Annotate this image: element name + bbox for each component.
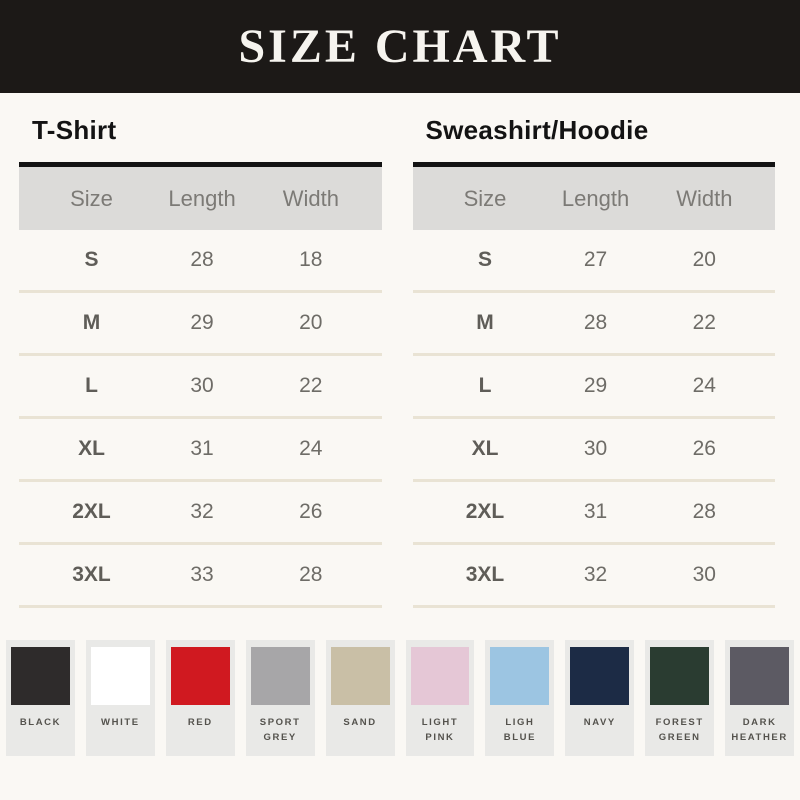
swatch-color-square	[331, 647, 390, 705]
swatch-card	[6, 640, 75, 756]
size-cell: XL	[78, 437, 105, 460]
column-header-size: Size	[463, 185, 507, 211]
swatch-label: RED	[187, 717, 213, 728]
size-cell: L	[478, 374, 492, 397]
tshirt-table-section	[19, 93, 382, 608]
length-cell: 32	[190, 500, 214, 523]
width-cell: 22	[299, 374, 323, 397]
column-header-length: Length	[561, 185, 630, 211]
table-row	[19, 545, 382, 608]
table-row	[19, 356, 382, 419]
swatch-label: NAVY	[583, 717, 616, 728]
table-header-row	[413, 167, 776, 230]
length-cell: 29	[583, 374, 608, 397]
length-cell: 31	[583, 500, 608, 523]
swatch-card	[166, 640, 235, 756]
width-cell: 26	[692, 437, 716, 460]
swatch-label: DARK HEATHER	[731, 717, 788, 743]
table-row	[413, 293, 776, 356]
length-cell: 30	[583, 437, 608, 460]
size-cell: L	[85, 374, 98, 397]
column-header-length: Length	[168, 185, 236, 211]
width-cell: 28	[692, 500, 716, 523]
swatch-card	[326, 640, 395, 756]
table-header-row	[19, 167, 382, 230]
swatch-label: LIGHT PINK	[421, 717, 459, 743]
length-cell: 28	[190, 248, 214, 271]
table-row	[19, 293, 382, 356]
swatch-card	[725, 640, 794, 756]
width-cell: 24	[299, 437, 323, 460]
table-row	[19, 230, 382, 293]
table-row	[413, 482, 776, 545]
length-cell: 33	[190, 563, 214, 586]
swatch-card	[406, 640, 475, 756]
swatch-color-square	[570, 647, 629, 705]
swatch-card	[246, 640, 315, 756]
table-row	[413, 230, 776, 293]
swatch-label: LIGH BLUE	[503, 717, 537, 743]
swatch-color-square	[730, 647, 789, 705]
swatch-label: SAND	[343, 717, 377, 728]
swatch-color-square	[91, 647, 150, 705]
width-cell: 26	[299, 500, 323, 523]
length-cell: 32	[583, 563, 608, 586]
tables-section	[0, 93, 800, 608]
page-title: SIZE CHART	[238, 20, 562, 73]
length-cell: 27	[583, 248, 608, 271]
length-cell: 30	[190, 374, 214, 397]
size-cell: S	[477, 248, 492, 271]
table-title: T-Shirt	[32, 115, 117, 145]
length-cell: 28	[583, 311, 608, 334]
swatch-color-square	[411, 647, 470, 705]
swatch-color-square	[11, 647, 70, 705]
size-cell: S	[84, 248, 99, 271]
swatch-color-square	[490, 647, 549, 705]
size-cell: 2XL	[465, 500, 505, 523]
width-cell: 28	[299, 563, 323, 586]
width-cell: 20	[692, 248, 716, 271]
swatch-label: SPORT GREY	[259, 717, 301, 743]
table-title: Sweashirt/Hoodie	[425, 115, 649, 145]
size-cell: 3XL	[72, 563, 111, 586]
swatch-color-square	[650, 647, 709, 705]
swatch-label: BLACK	[19, 717, 62, 728]
table-row	[19, 482, 382, 545]
column-header-width: Width	[676, 185, 733, 211]
sweatshirt-table-section	[413, 93, 776, 608]
color-swatches	[0, 640, 800, 756]
swatch-color-square	[171, 647, 230, 705]
swatch-card	[485, 640, 554, 756]
length-cell: 31	[190, 437, 214, 460]
width-cell: 20	[299, 311, 323, 334]
size-cell: 2XL	[72, 500, 111, 523]
swatch-card	[645, 640, 714, 756]
width-cell: 18	[299, 248, 323, 271]
swatch-card	[565, 640, 634, 756]
width-cell: 30	[692, 563, 716, 586]
size-cell: M	[476, 311, 494, 334]
swatch-label: WHITE	[101, 717, 140, 728]
column-header-width: Width	[282, 185, 339, 211]
table-row	[19, 419, 382, 482]
size-cell: XL	[471, 437, 499, 460]
tshirt-size-table	[19, 162, 382, 608]
table-row	[413, 356, 776, 419]
banner	[0, 0, 800, 93]
size-cell: 3XL	[465, 563, 505, 586]
swatch-color-square	[251, 647, 310, 705]
sweatshirt-size-table	[413, 162, 776, 608]
length-cell: 29	[190, 311, 214, 334]
table-row	[413, 545, 776, 608]
width-cell: 24	[692, 374, 716, 397]
column-header-size: Size	[70, 185, 113, 211]
size-cell: M	[82, 311, 101, 334]
width-cell: 22	[692, 311, 716, 334]
swatch-card	[86, 640, 155, 756]
table-row	[413, 419, 776, 482]
swatch-label: FOREST GREEN	[655, 717, 704, 743]
